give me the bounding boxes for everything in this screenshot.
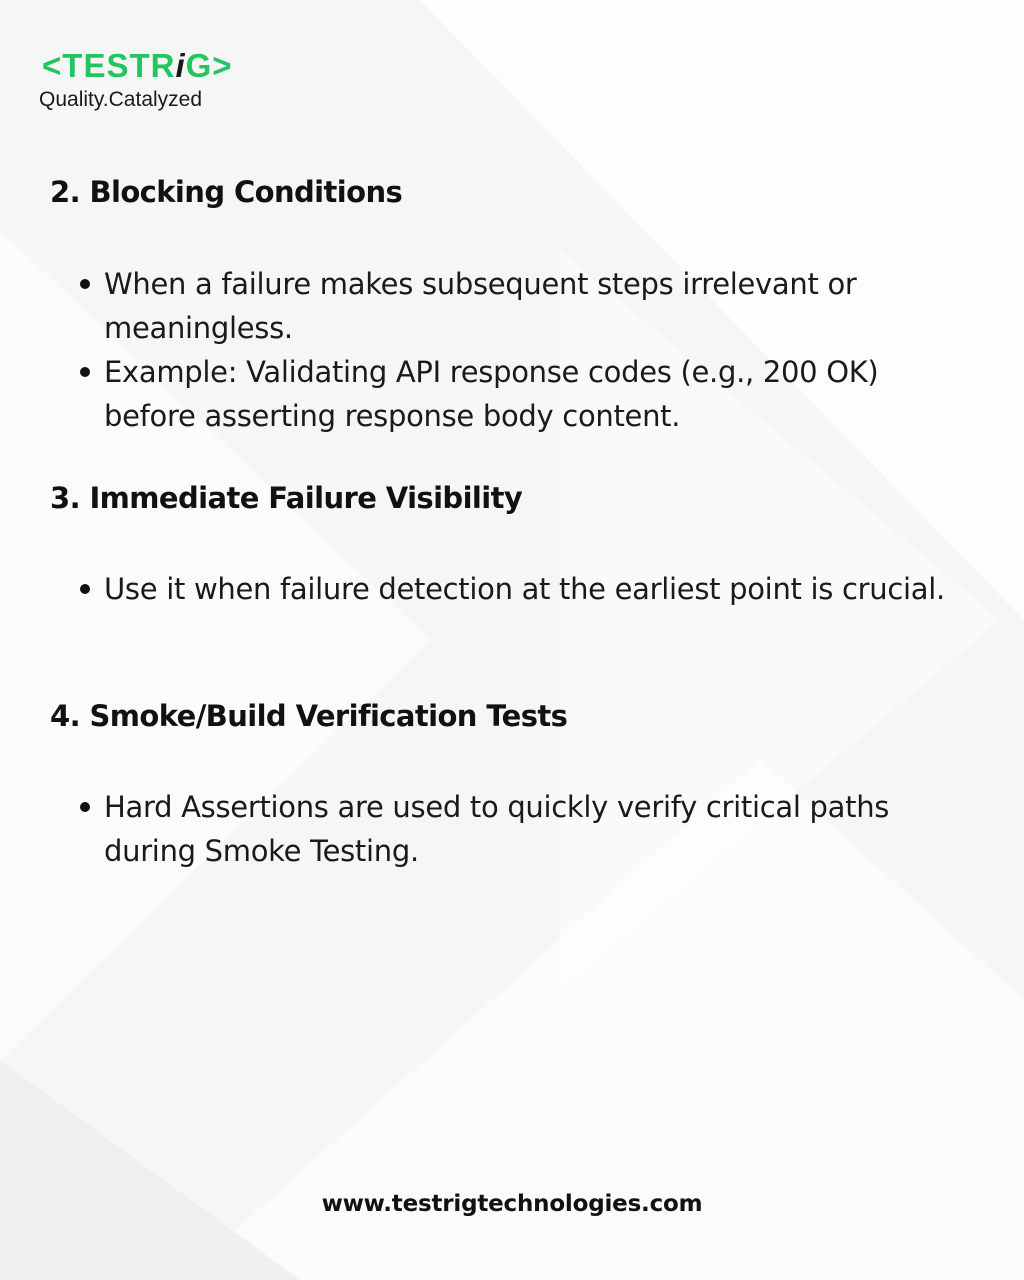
bullet-list-immediate-failure-visibility xyxy=(74,567,974,611)
bullet-dot-icon xyxy=(80,584,90,594)
list-item xyxy=(74,350,974,438)
brand-logo xyxy=(39,46,233,112)
list-item xyxy=(74,567,974,611)
brand-tagline: Quality.Catalyzed xyxy=(39,88,203,111)
bullet-dot-icon xyxy=(80,802,90,812)
bullet-text: Use it when failure detection at the earliest point is crucial. xyxy=(104,572,945,606)
logo-word-i: i xyxy=(175,47,186,84)
bullet-list-smoke-build-verification xyxy=(74,785,974,873)
section-title-smoke-build-verification: 4. Smoke/Build Verification Tests xyxy=(50,699,568,733)
logo-word-part1: TESTR xyxy=(62,47,176,84)
list-item xyxy=(74,262,974,350)
bullet-dot-icon xyxy=(80,367,90,377)
bullet-dot-icon xyxy=(80,279,90,289)
bullet-list-blocking-conditions xyxy=(74,262,974,438)
list-item xyxy=(74,785,974,873)
logo-mark xyxy=(42,46,233,86)
bullet-text: Hard Assertions are used to quickly verify critical paths during Smoke Testing. xyxy=(104,790,890,868)
section-title-blocking-conditions: 2. Blocking Conditions xyxy=(50,175,403,209)
logo-right-bracket: > xyxy=(212,47,233,84)
logo-wordmark xyxy=(62,46,212,86)
footer-website-link[interactable]: www.testrigtechnologies.com xyxy=(321,1191,703,1217)
section-title-immediate-failure-visibility: 3. Immediate Failure Visibility xyxy=(50,481,523,515)
logo-word-part2: G xyxy=(185,47,213,84)
logo-left-bracket: < xyxy=(42,47,63,84)
bullet-text: Example: Validating API response codes (e.g., 200 OK) before asserting response body content. xyxy=(104,355,879,433)
bullet-text: When a failure makes subsequent steps irrelevant or meaningless. xyxy=(104,267,857,345)
